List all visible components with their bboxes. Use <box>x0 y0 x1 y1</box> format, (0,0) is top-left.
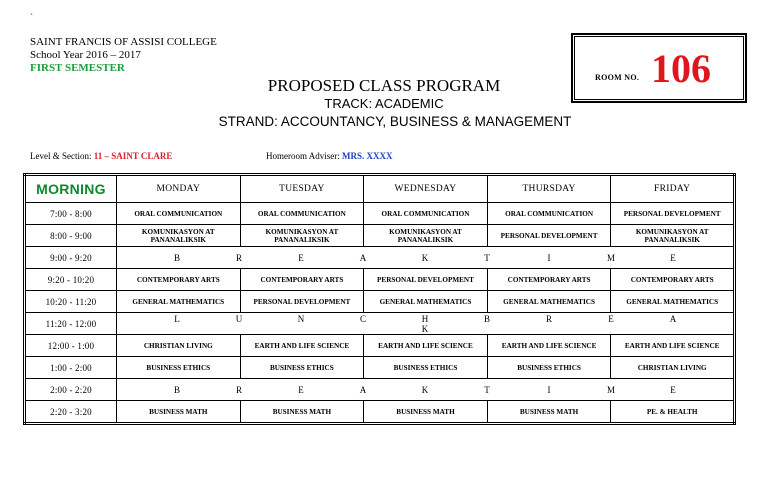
day-header: FRIDAY <box>611 175 735 203</box>
schedule-table <box>23 173 736 425</box>
subject-cell: PERSONAL DEVELOPMENT <box>240 291 364 313</box>
subject-cell: CHRISTIAN LIVING <box>611 357 735 379</box>
subject-cell: BUSINESS MATH <box>364 401 488 424</box>
subject-cell: BUSINESS ETHICS <box>240 357 364 379</box>
break-letter: I <box>547 384 551 395</box>
level-value: 11 – SAINT CLARE <box>93 151 173 161</box>
break-letter: K <box>421 323 429 334</box>
strand-line: STRAND: ACCOUNTANCY, BUSINESS & MANAGEMENT <box>218 114 572 129</box>
time-slot: 12:00 - 1:00 <box>25 335 117 357</box>
break-letter: T <box>484 252 490 263</box>
break-banner <box>117 247 735 269</box>
time-slot: 1:00 - 2:00 <box>25 357 117 379</box>
subject-cell: KOMUNIKASYON AT PANANALIKSIK <box>611 225 735 247</box>
subject-cell: CONTEMPORARY ARTS <box>487 269 611 291</box>
table-row <box>25 335 735 357</box>
break-banner <box>117 379 735 401</box>
subject-cell: ORAL COMMUNICATION <box>117 203 241 225</box>
subject-cell: CONTEMPORARY ARTS <box>240 269 364 291</box>
subject-cell: BUSINESS MATH <box>117 401 241 424</box>
break-letter: B <box>483 313 490 324</box>
break-letter: U <box>235 313 243 324</box>
room-number: 106 <box>651 46 711 91</box>
subject-cell: CONTEMPORARY ARTS <box>611 269 735 291</box>
subject-cell: EARTH AND LIFE SCIENCE <box>364 335 488 357</box>
school-year: School Year 2016 – 2017 <box>30 49 141 61</box>
day-header: MONDAY <box>117 175 241 203</box>
break-letter: N <box>297 313 305 324</box>
subject-cell: EARTH AND LIFE SCIENCE <box>240 335 364 357</box>
break-letter: B <box>173 384 180 395</box>
break-row <box>25 379 735 401</box>
table-row <box>25 291 735 313</box>
break-letter: E <box>670 252 676 263</box>
track-line: TRACK: ACADEMIC <box>324 96 444 111</box>
break-letter: A <box>669 313 677 324</box>
break-letter: C <box>359 313 366 324</box>
break-letter: K <box>421 384 429 395</box>
break-letter: M <box>606 252 615 263</box>
day-header: TUESDAY <box>240 175 364 203</box>
break-banner <box>117 313 735 335</box>
subject-cell: EARTH AND LIFE SCIENCE <box>487 335 611 357</box>
subject-cell: GENERAL MATHEMATICS <box>611 291 735 313</box>
subject-cell: BUSINESS MATH <box>487 401 611 424</box>
school-block <box>30 36 217 75</box>
break-letter: L <box>174 313 180 324</box>
break-letter: E <box>608 313 614 324</box>
subject-cell: PERSONAL DEVELOPMENT <box>364 269 488 291</box>
table-row <box>25 203 735 225</box>
break-letter: E <box>298 252 304 263</box>
time-slot: 7:00 - 8:00 <box>25 203 117 225</box>
subject-cell: GENERAL MATHEMATICS <box>117 291 241 313</box>
period-label: MORNING <box>25 175 117 203</box>
time-slot: 2:00 - 2:20 <box>25 379 117 401</box>
day-header: WEDNESDAY <box>364 175 488 203</box>
break-letter: I <box>547 252 551 263</box>
break-letter: A <box>359 384 367 395</box>
level-label: Level & Section: <box>30 151 92 161</box>
time-slot: 11:20 - 12:00 <box>25 313 117 335</box>
day-header: THURSDAY <box>487 175 611 203</box>
break-letter: B <box>173 252 180 263</box>
page-title: PROPOSED CLASS PROGRAM <box>267 76 501 95</box>
subject-cell: PERSONAL DEVELOPMENT <box>487 225 611 247</box>
subject-cell: BUSINESS ETHICS <box>364 357 488 379</box>
semester: FIRST SEMESTER <box>30 62 125 74</box>
break-letter: M <box>606 384 615 395</box>
adviser-label: Homeroom Adviser: <box>266 151 340 161</box>
break-letter: R <box>235 252 242 263</box>
table-row <box>25 401 735 424</box>
level-section <box>30 151 172 161</box>
table-row <box>25 225 735 247</box>
table-row <box>25 269 735 291</box>
subject-cell: EARTH AND LIFE SCIENCE <box>611 335 735 357</box>
subject-cell: ORAL COMMUNICATION <box>240 203 364 225</box>
break-letter: T <box>484 384 490 395</box>
subject-cell: ORAL COMMUNICATION <box>364 203 488 225</box>
break-letter: R <box>235 384 242 395</box>
header-row <box>25 175 735 203</box>
break-letter: H <box>421 313 429 324</box>
time-slot: 2:20 - 3:20 <box>25 401 117 424</box>
subject-cell: KOMUNIKASYON AT PANANALIKSIK <box>240 225 364 247</box>
time-slot: 8:00 - 9:00 <box>25 225 117 247</box>
homeroom-adviser <box>266 151 393 161</box>
break-row <box>25 247 735 269</box>
break-letter: E <box>670 384 676 395</box>
subject-cell: PE. & HEALTH <box>611 401 735 424</box>
stray-mark: ` <box>30 12 33 22</box>
break-letter: A <box>359 252 367 263</box>
subject-cell: BUSINESS ETHICS <box>117 357 241 379</box>
subject-cell: GENERAL MATHEMATICS <box>364 291 488 313</box>
adviser-value: MRS. XXXX <box>342 151 393 161</box>
break-row <box>25 313 735 335</box>
subject-cell: CHRISTIAN LIVING <box>117 335 241 357</box>
subject-cell: BUSINESS MATH <box>240 401 364 424</box>
school-name: SAINT FRANCIS OF ASSISI COLLEGE <box>30 36 217 48</box>
room-label: ROOM NO. <box>595 73 640 82</box>
subject-cell: GENERAL MATHEMATICS <box>487 291 611 313</box>
subject-cell: PERSONAL DEVELOPMENT <box>611 203 735 225</box>
table-row <box>25 357 735 379</box>
subject-cell: CONTEMPORARY ARTS <box>117 269 241 291</box>
subject-cell: ORAL COMMUNICATION <box>487 203 611 225</box>
time-slot: 9:00 - 9:20 <box>25 247 117 269</box>
break-letter: E <box>298 384 304 395</box>
time-slot: 9:20 - 10:20 <box>25 269 117 291</box>
subject-cell: KOMUNIKASYON AT PANANALIKSIK <box>117 225 241 247</box>
room-box <box>571 33 747 103</box>
time-slot: 10:20 - 11:20 <box>25 291 117 313</box>
break-letter: K <box>421 252 429 263</box>
break-letter: R <box>545 313 552 324</box>
subject-cell: KOMUNIKASYON AT PANANALIKSIK <box>364 225 488 247</box>
subject-cell: BUSINESS ETHICS <box>487 357 611 379</box>
